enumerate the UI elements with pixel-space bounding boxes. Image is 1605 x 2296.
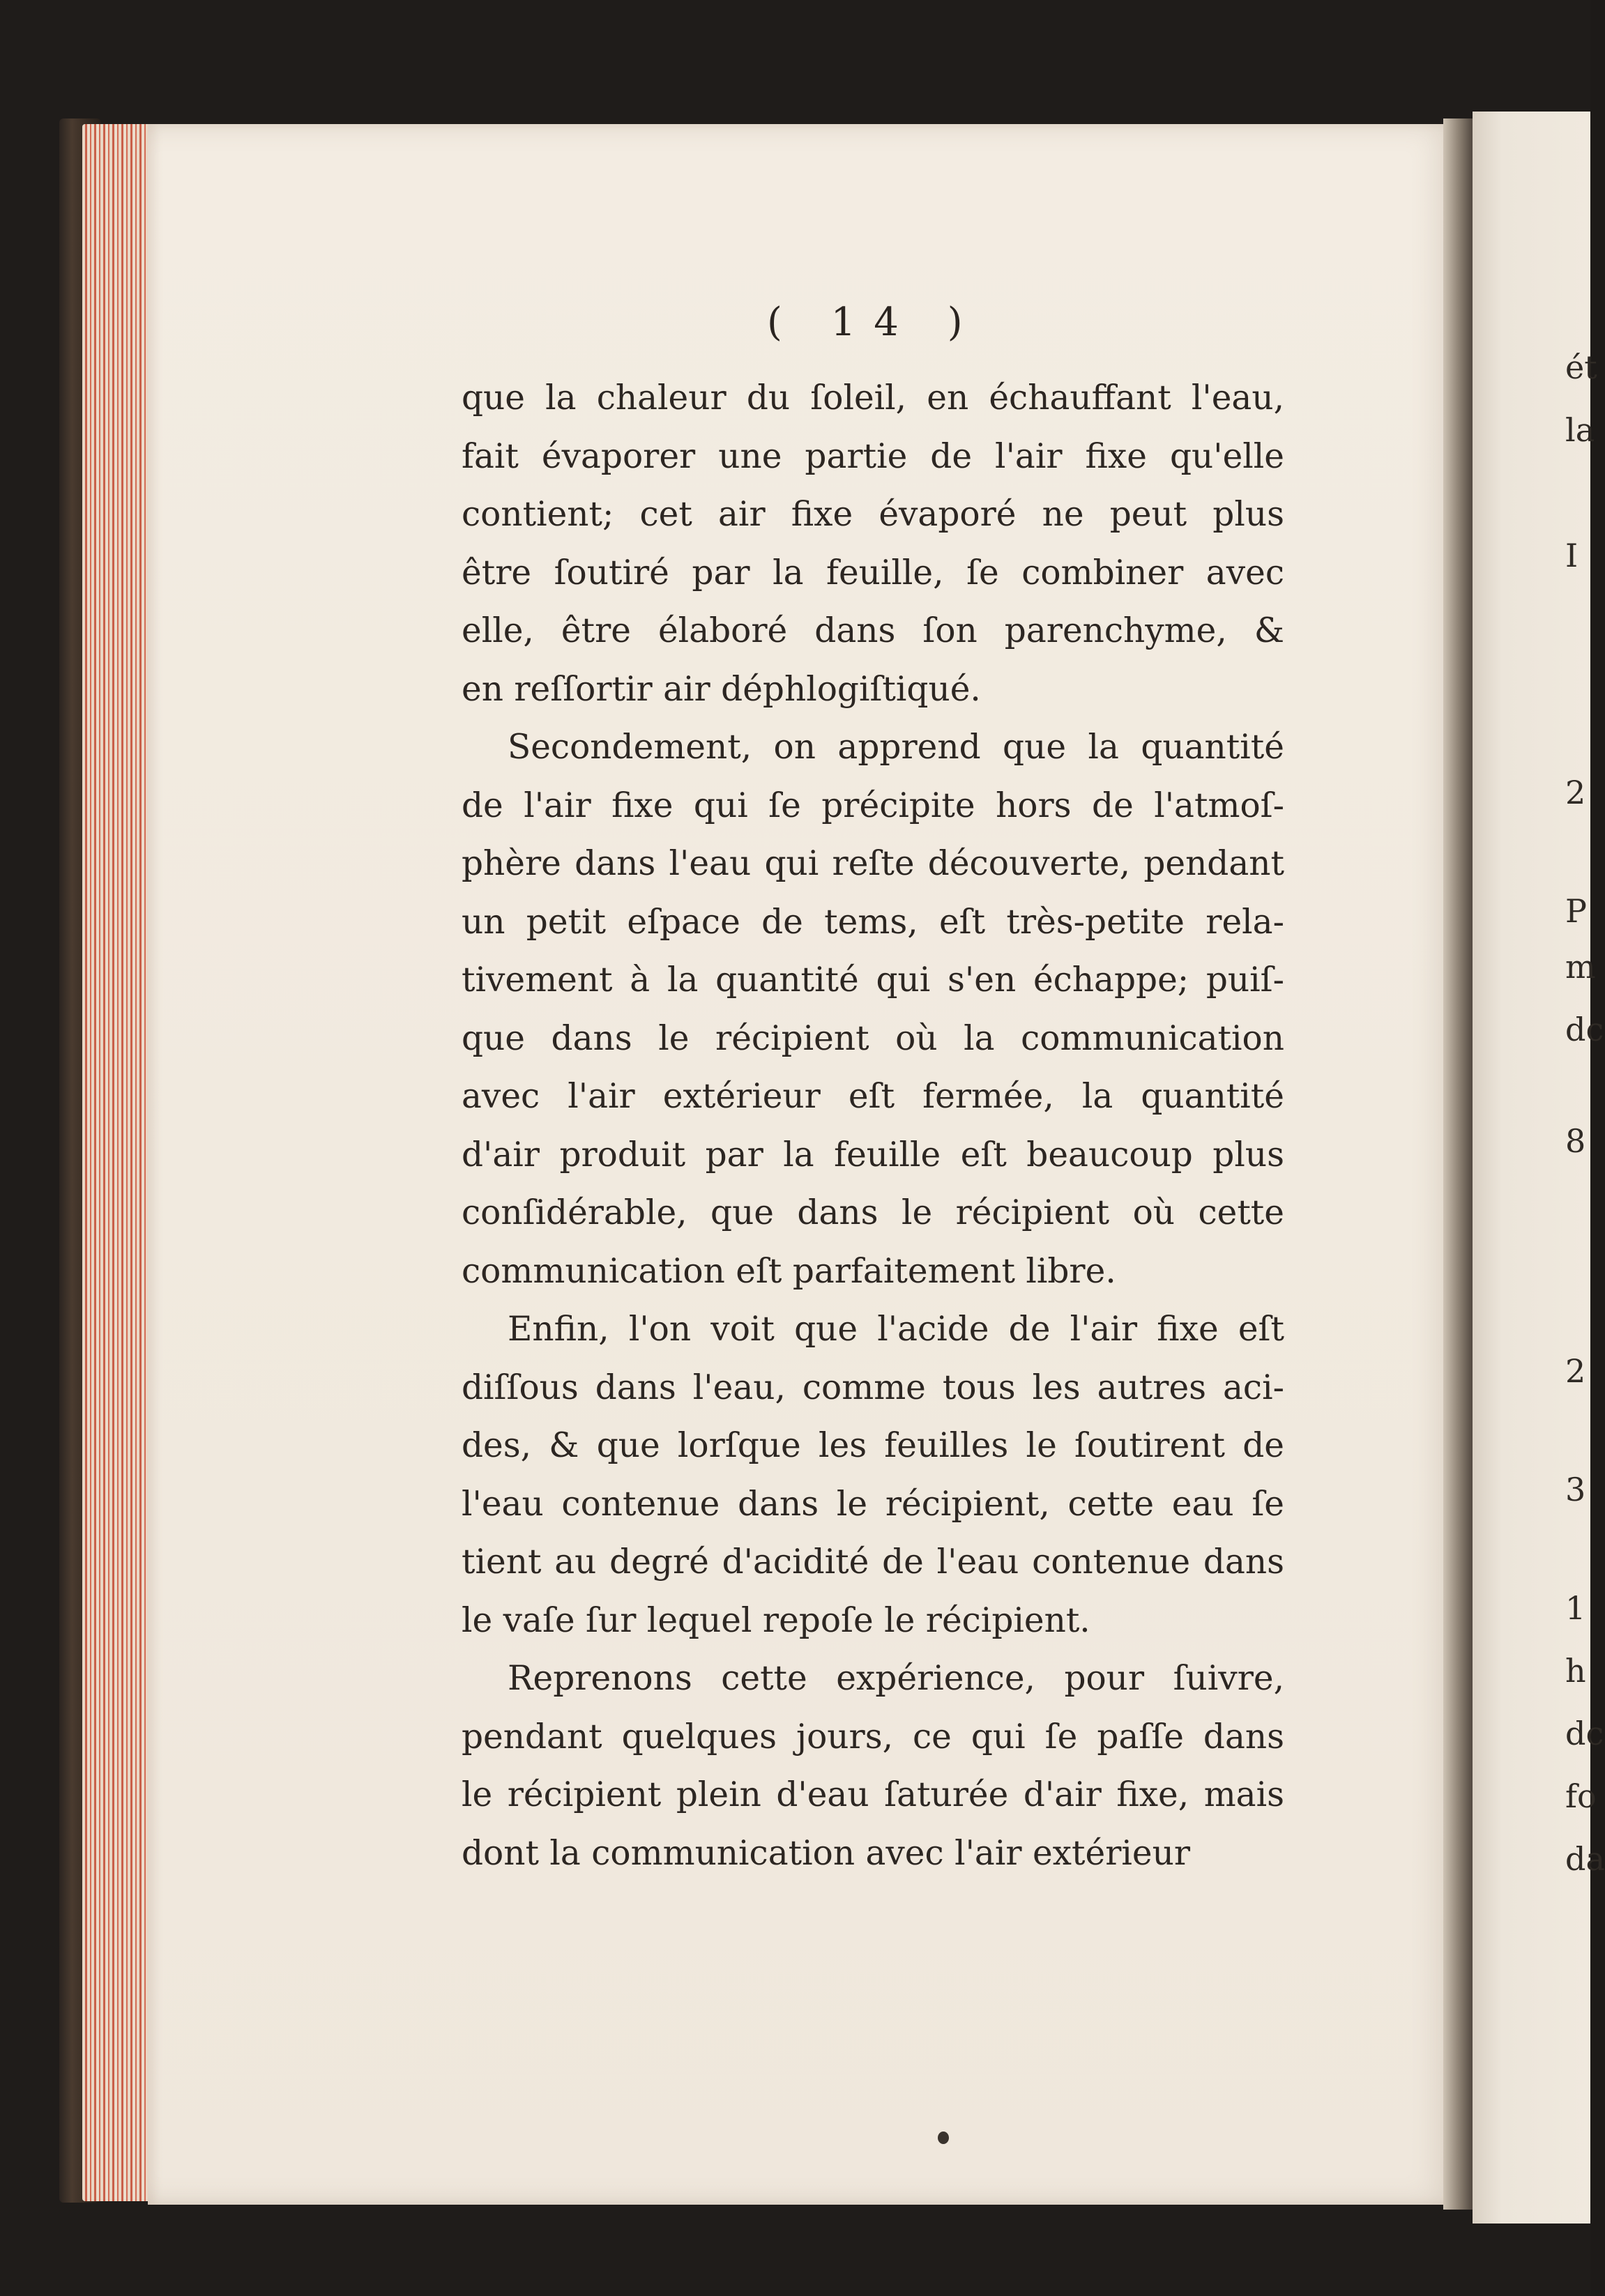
text-line: avec l'air extérieur eſt fermée, la quantité	[462, 1077, 1284, 1116]
text-line: fait évaporer une partie de l'air fixe qu'elle	[462, 436, 1284, 476]
text-line: l'eau contenue dans le récipient, cette eau ſe	[462, 1484, 1284, 1524]
facing-page-fragment: dc	[1565, 1715, 1604, 1752]
text-line: un petit eſpace de tems, eſt très-petite rela-	[462, 902, 1284, 942]
text-line: que dans le récipient où la communication	[462, 1018, 1284, 1058]
text-line: tient au degré d'acidité de l'eau contenue dans	[462, 1543, 1284, 1582]
text-line: dont la communication avec l'air extérieur	[462, 1833, 1191, 1873]
facing-page-fragment: dc	[1565, 1011, 1604, 1048]
facing-page-fragment: I	[1565, 537, 1579, 574]
facing-page-fragment: 2	[1565, 1352, 1586, 1390]
text-line: le vaſe ſur lequel repoſe le récipient.	[462, 1600, 1090, 1640]
text-line: communication eſt parfaitement libre.	[462, 1251, 1116, 1291]
facing-page-fragment: 2	[1565, 774, 1586, 811]
text-line: être ſoutiré par la feuille, ſe combiner avec	[462, 553, 1284, 592]
text-line: d'air produit par la feuille eſt beaucoup plus	[462, 1135, 1284, 1174]
facing-page-fragment: ét	[1565, 349, 1597, 386]
text-line: le récipient plein d'eau ſaturée d'air fixe, mais	[462, 1775, 1284, 1814]
text-line: de l'air fixe qui ſe précipite hors de l'atmoſ-	[462, 786, 1284, 825]
text-line: pendant quelques jours, ce qui ſe paſſe dans	[462, 1717, 1284, 1757]
facing-page-fragment: fo	[1565, 1777, 1597, 1815]
text-line: conſidérable, que dans le récipient où cette	[462, 1193, 1284, 1232]
page-number: ( 14 )	[767, 300, 981, 345]
text-line: en reſſortir air déphlogiſtiqué.	[462, 669, 981, 709]
text-line: diſſous dans l'eau, comme tous les autres aci-	[462, 1368, 1284, 1407]
text-line: des, & que lorſque les feuilles le ſoutirent de	[462, 1426, 1284, 1465]
facing-page-fragment: m	[1565, 948, 1596, 986]
page-body-text	[462, 369, 1284, 1883]
ink-dot-mark	[938, 2132, 949, 2144]
text-line: Secondement, on apprend que la quantité	[508, 728, 1284, 767]
text-line: Enfin, l'on voit que l'acide de l'air fixe eſt	[508, 1310, 1284, 1349]
facing-page-fragment: 3	[1565, 1471, 1586, 1508]
text-line: contient; cet air fixe évaporé ne peut plus	[462, 495, 1284, 534]
text-line: Reprenons cette expérience, pour ſuivre,	[508, 1659, 1284, 1698]
text-line: tivement à la quantité qui s'en échappe; puiſ-	[462, 961, 1284, 1000]
text-line: phère dans l'eau qui reſte découverte, pendant	[462, 844, 1284, 883]
text-line: elle, être élaboré dans ſon parenchyme, &	[462, 611, 1284, 650]
facing-page-fragment: 1	[1565, 1589, 1586, 1627]
facing-page-fragment: da	[1565, 1840, 1605, 1878]
facing-page-fragment: h	[1565, 1652, 1586, 1690]
text-line: que la chaleur du ſoleil, en échauffant l'eau,	[462, 378, 1284, 418]
facing-page-fragment: 8	[1565, 1122, 1586, 1160]
facing-page-fragment: la	[1565, 411, 1595, 449]
facing-page-fragment: P	[1565, 892, 1587, 930]
